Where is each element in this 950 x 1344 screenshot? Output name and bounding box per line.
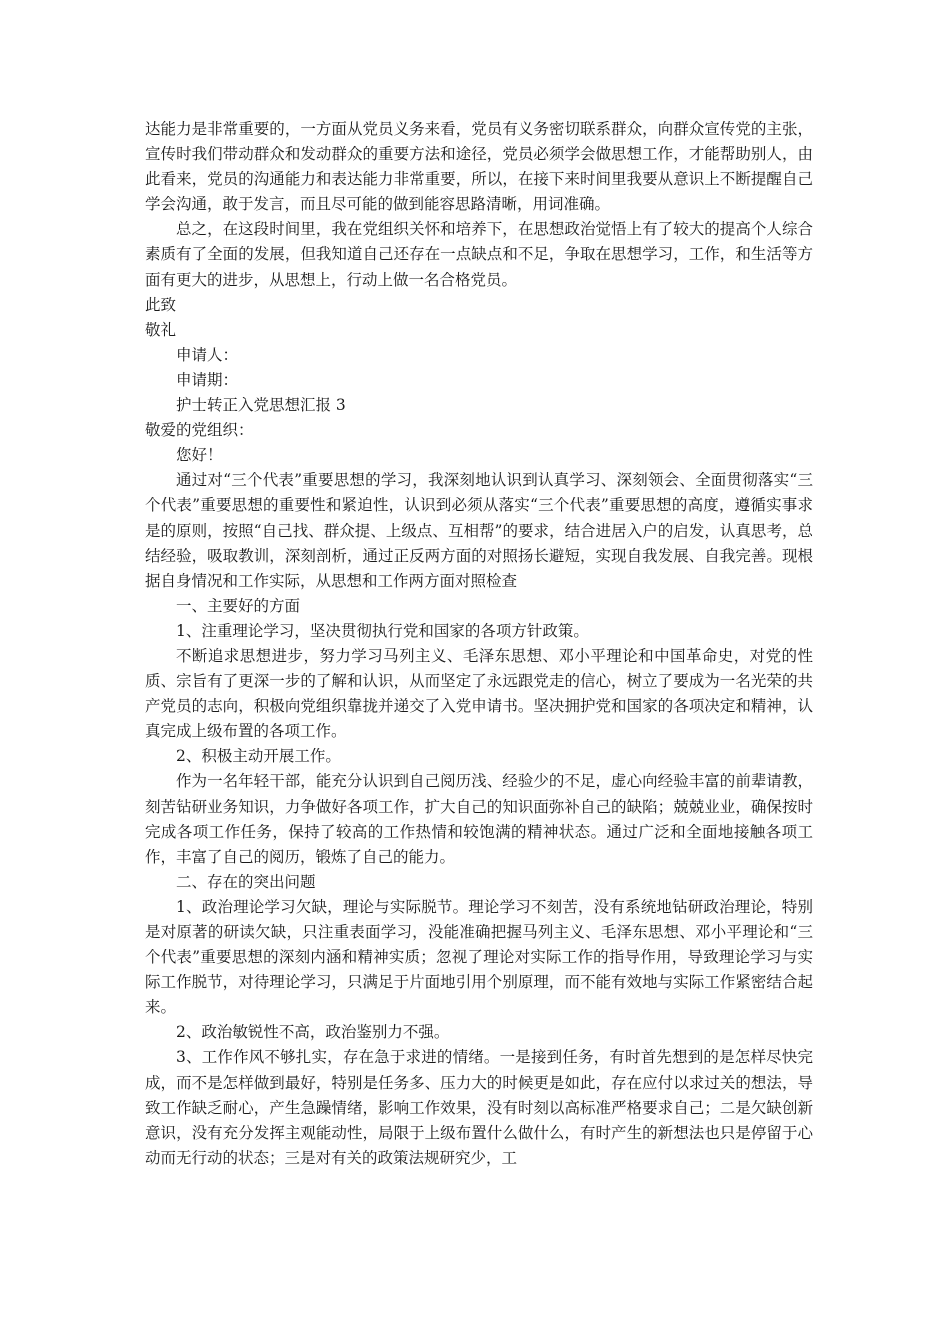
application-date-label: 申请期：	[176, 370, 239, 389]
closing-salutation: 此致	[145, 295, 177, 314]
document-page	[145, 117, 813, 1171]
paragraph-communication-ability: 达能力是非常重要的，一方面从党员义务来看，党员有义务密切联系群众，向群众宣传党的主张，宣传时我们带动群众和发动群众的重要方法和途径，党员必须学会做思想工作，才能帮助别人，由此看来，党员的沟通能力和表达能力非常重要，所以，在接下来时间里我要从意识上不断提醒自己学会沟通，敢于发言，而且尽可能的做到能容思路清晰，用词准确。	[145, 120, 813, 214]
paragraph-active-work: 作为一名年轻干部，能充分认识到自己阅历浅、经验少的不足，虚心向经验丰富的前辈请教，刻苦钻研业务知识，力争做好各项工作，扩大自己的知识面弥补自己的缺陷；兢兢业业，确保按时完成各项工作任务，保持了较高的工作热情和较饱满的精神状态。通过广泛和全面地接触各项工作，丰富了自己的阅历，锻炼了自己的能力。	[145, 772, 813, 866]
report-title: 护士转正入党思想汇报 3	[176, 396, 346, 415]
greeting-addressee: 敬爱的党组织：	[145, 421, 254, 440]
greeting-hello: 您好！	[176, 446, 223, 465]
paragraph-summary: 总之，在这段时间里，我在党组织关怀和培养下，在思想政治觉悟上有了较大的提高个人综合素质有了全面的发展，但我知道自己还存在一点缺点和不足，争取在思想学习，工作，和生活等方面有更大的进步，从思想上，行动上做一名合格党员。	[145, 220, 813, 289]
subheading-active-work: 2、积极主动开展工作。	[176, 747, 341, 766]
paragraph-introduction: 通过对“三个代表”重要思想的学习，我深刻地认识到认真学习、深刻领会、全面贯彻落实“三个代表”重要思想的重要性和紧迫性，认识到必须从落实“三个代表”重要思想的高度，遵循实事求是的原则，按照“自己找、群众提、上级点、互相帮”的要求，结合进居入户的启发，认真思考，总结经验，吸取教训，深刻剖析，通过正反两方面的对照扬长避短，实现自我发展、自我完善。现根据自身情况和工作实际，从思想和工作两方面对照检查	[145, 471, 813, 590]
paragraph-problem-work-style: 3、工作作风不够扎实，存在急于求进的情绪。一是接到任务，有时首先想到的是怎样尽快完成，而不是怎样做到最好，特别是任务多、压力大的时候更是如此，存在应付以求过关的想法，导致工作缺乏耐心，产生急躁情绪，影响工作效果，没有时刻以高标准严格要求自己；二是欠缺创新意识，没有充分发挥主观能动性，局限于上级布置什么做什么，有时产生的新想法也只是停留于心动而无行动的状态；三是对有关的政策法规研究少，工	[145, 1048, 813, 1167]
closing-regards: 敬礼	[145, 320, 177, 339]
subheading-theory-study: 1、注重理论学习，坚决贯彻执行党和国家的各项方针政策。	[176, 621, 589, 640]
section-heading-problems: 二、存在的突出问题	[176, 872, 316, 891]
section-heading-strengths: 一、主要好的方面	[176, 596, 301, 615]
paragraph-theory-study: 不断追求思想进步，努力学习马列主义、毛泽东思想、邓小平理论和中国革命史，对党的性质、宗旨有了更深一步的了解和认识，从而坚定了永远跟党走的信心，树立了要成为一名光荣的共产党员的志向，积极向党组织靠拢并递交了入党申请书。坚决拥护党和国家的各项决定和精神，认真完成上级布置的各项工作。	[145, 646, 813, 741]
paragraph-problem-political: 2、政治敏锐性不高，政治鉴别力不强。	[176, 1023, 450, 1042]
applicant-label: 申请人：	[176, 345, 239, 364]
paragraph-problem-theory: 1、政治理论学习欠缺，理论与实际脱节。理论学习不刻苦，没有系统地钻研政治理论，特别是对原著的研读欠缺，只注重表面学习，没能准确把握马列主义、毛泽东思想、邓小平理论和“三个代表”重要思想的深刻内涵和精神实质；忽视了理论对实际工作的指导作用，导致理论学习与实际工作脱节，对待理论学习，只满足于片面地引用个别原理，而不能有效地与实际工作紧密结合起来。	[145, 897, 813, 1017]
